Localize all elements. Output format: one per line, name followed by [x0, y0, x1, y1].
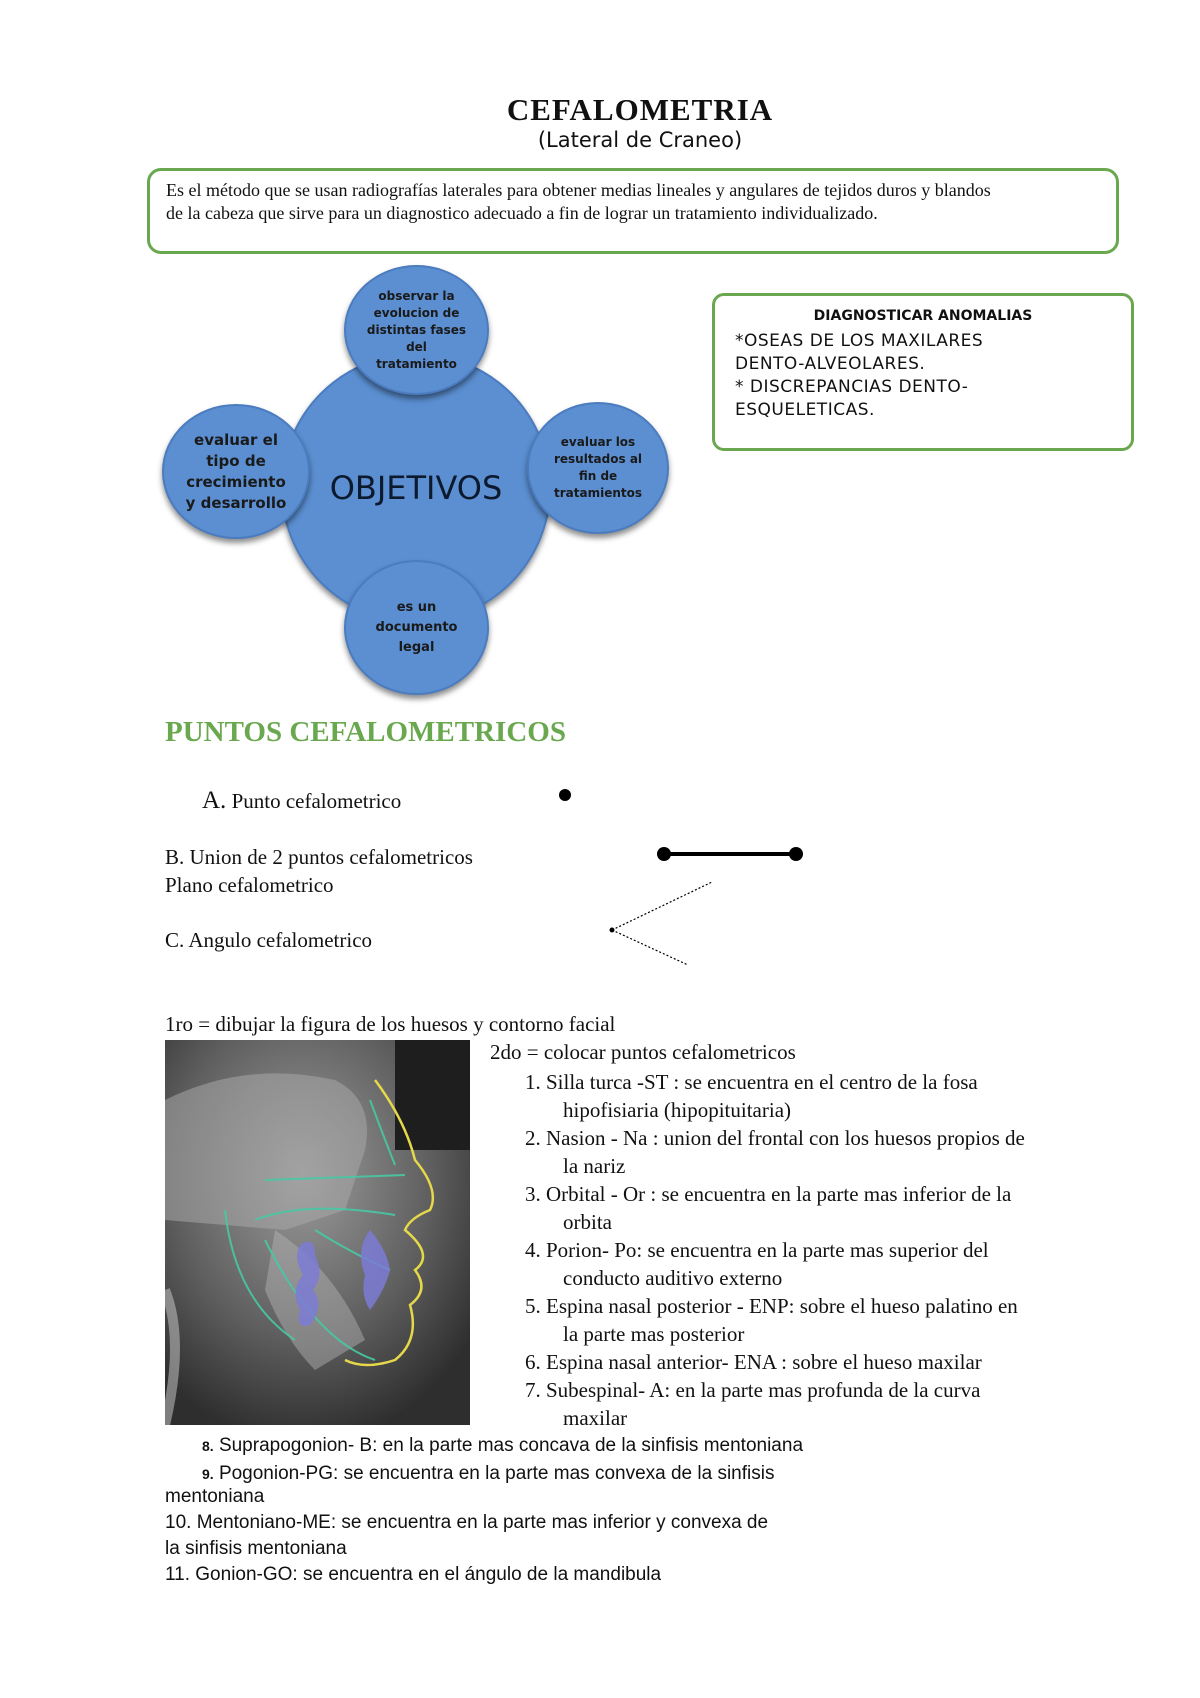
point-10-continuation: la sinfisis mentoniana — [165, 1538, 347, 1559]
list-item: 7. Subespinal- A: en la parte mas profunda de la curva maxilar — [525, 1378, 981, 1430]
point-8-text: Suprapogonion- B: en la parte mas concava de la sinfisis mentoniana — [218, 1435, 804, 1456]
objective-circle-right — [527, 402, 669, 534]
list-item: 4. Porion- Po: se encuentra en la parte mas superior del conducto auditivo externo — [525, 1238, 989, 1290]
legend-a-letter: A. — [202, 787, 227, 814]
point-9-continuation: mentoniana — [165, 1486, 265, 1507]
diagnostic-box — [712, 293, 1134, 451]
section-title: PUNTOS CEFALOMETRICOS — [165, 716, 566, 748]
point-11: 11. Gonion-GO: se encuentra en el ángulo de la mandibula — [165, 1564, 662, 1585]
legend-a — [202, 787, 401, 815]
list-item: 3. Orbital - Or : se encuentra en la parte mas inferior de la orbita — [525, 1182, 1012, 1234]
list-item: 1. Silla turca -ST : se encuentra en el centro de la fosa hipofisiaria (hipopituitaria) — [525, 1070, 978, 1122]
definition-box — [147, 168, 1119, 254]
legend-b-text: B. Union de 2 puntos cefalometricos — [165, 845, 473, 869]
diagnostic-title: DIAGNOSTICAR ANOMALIAS — [813, 308, 1033, 324]
objective-circle-bottom — [344, 560, 489, 695]
definition-line-2: de la cabeza que sirve para un diagnostico adecuado a fin de lograr un tratamiento individualizado. — [166, 203, 878, 223]
document-subtitle: (Lateral de Craneo) — [537, 128, 743, 152]
list-item: 6. Espina nasal anterior- ENA : sobre el hueso maxilar — [525, 1350, 982, 1374]
point-9 — [202, 1460, 774, 1485]
objective-top-label: observar la evolucion de distintas fases del tratamiento — [366, 288, 467, 371]
list-item: 5. Espina nasal posterior - ENP: sobre el hueso palatino en la parte mas posterior — [525, 1294, 1018, 1346]
objective-right-label: evaluar los resultados al fin de tratamientos — [553, 435, 643, 500]
legend-b-text-2: Plano cefalometrico — [165, 873, 334, 897]
definition-line-1: Es el método que se usan radiografías laterales para obtener medias lineales y angulares de tejidos duros y blandos — [166, 180, 991, 200]
point-10: 10. Mentoniano-ME: se encuentra en la parte mas inferior y convexa de — [165, 1512, 769, 1533]
objective-circle-left — [162, 404, 310, 539]
points-list — [525, 1068, 1125, 1432]
legend-c-text: C. Angulo cefalometrico — [165, 928, 373, 952]
document-title: CEFALOMETRIA — [506, 92, 774, 127]
point-9-number: 9. — [202, 1466, 214, 1482]
point-8 — [202, 1432, 803, 1457]
objective-circle-top — [344, 265, 489, 395]
diagnostic-line-3: * DISCREPANCIAS DENTO- — [735, 377, 969, 397]
diagnostic-line-1: *OSEAS DE LOS MAXILARES — [735, 331, 984, 351]
step-1: 1ro = dibujar la figura de los huesos y contorno facial — [165, 1012, 616, 1036]
cephalometric-xray-image — [165, 1040, 470, 1425]
legend-a-text: Punto cefalometrico — [231, 789, 402, 813]
diagnostic-line-2: DENTO-ALVEOLARES. — [735, 354, 926, 374]
step-2: 2do = colocar puntos cefalometricos — [490, 1040, 796, 1064]
point-dot-icon — [555, 785, 575, 805]
point-8-number: 8. — [202, 1438, 214, 1454]
point-9-text: Pogonion-PG: se encuentra en la parte mas convexa de la sinfisis — [218, 1463, 775, 1484]
angle-icon — [600, 875, 720, 975]
plane-line-icon — [650, 842, 810, 866]
xray-drawing — [165, 1040, 470, 1425]
objective-left-label: evaluar el tipo de crecimiento y desarrollo — [185, 430, 287, 512]
diagnostic-line-4: ESQUELETICAS. — [735, 400, 875, 420]
objectives-center-label: OBJETIVOS — [329, 469, 503, 507]
list-item: 2. Nasion - Na : union del frontal con los huesos propios de la nariz — [525, 1126, 1025, 1178]
objective-bottom-label: es un documento legal — [375, 599, 458, 655]
